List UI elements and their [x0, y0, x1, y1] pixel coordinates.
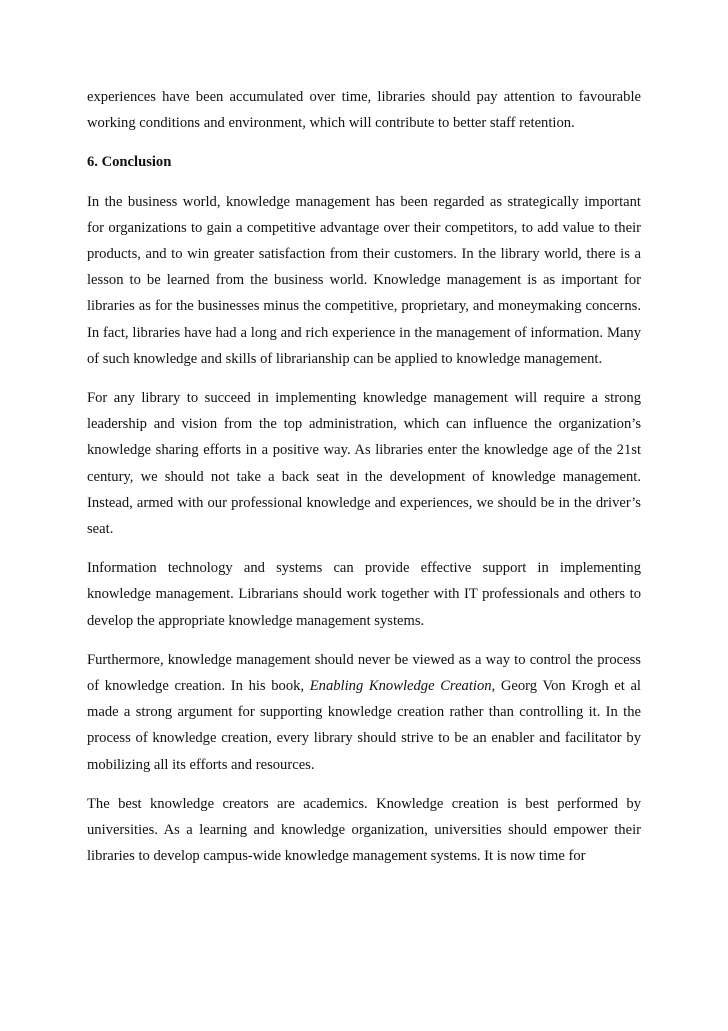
- document-page: [87, 84, 641, 882]
- paragraph-information-technology: Information technology and systems can provide effective support in implementing knowledge management. Librarians should work together with IT professionals and others to develop the appropriate knowledge management systems.: [87, 560, 641, 629]
- section-heading: 6. Conclusion: [87, 154, 172, 171]
- paragraph-leadership: For any library to succeed in implementing knowledge management will require a strong leadership and vision from the top administration, which can influence the organization’s knowledge sharing efforts in a positive way. As libraries enter the knowledge age of the 21st century, we should not take a back seat in the development of knowledge management. Instead, armed with our professional knowledge and experiences, we should be in the driver’s seat.: [87, 390, 641, 538]
- paragraph-academics: The best knowledge creators are academics. Knowledge creation is best performed by universities. As a learning and knowledge organization, universities should empower their libraries to develop campus-wide knowledge management systems. It is now time for: [87, 795, 641, 865]
- paragraph-knowledge-creation: [87, 647, 641, 778]
- paragraph-knowledge-creation-end: , Georg Von Krogh et al made a strong argument for supporting knowledge creation rather than controlling it. In the process of knowledge creation, every library should strive to be an enabler and facilitator by mobilizing all its efforts and resources.: [87, 678, 641, 773]
- book-title: Enabling Knowledge Creation: [309, 678, 492, 695]
- paragraph-knowledge-creation-start: Furthermore, knowledge management should never be viewed as a way to control the process of knowledge creation. In his book,: [87, 651, 641, 695]
- paragraph-continued: experiences have been accumulated over time, libraries should pay attention to favourable working conditions and environment, which will contribute to better staff retention.: [87, 89, 641, 132]
- paragraph-business-world: In the business world, knowledge management has been regarded as strategically important for organizations to gain a competitive advantage over their competitors, to add value to their products, and to win greater satisfaction from their customers. In the library world, there is a lesson to be learned from the business world. Knowledge management is as important for libraries as for the businesses minus the competitive, proprietary, and moneymaking concerns. In fact, libraries have had a long and rich experience in the management of information. Many of such knowledge and skills of librarianship can be applied to knowledge management.: [87, 193, 641, 367]
